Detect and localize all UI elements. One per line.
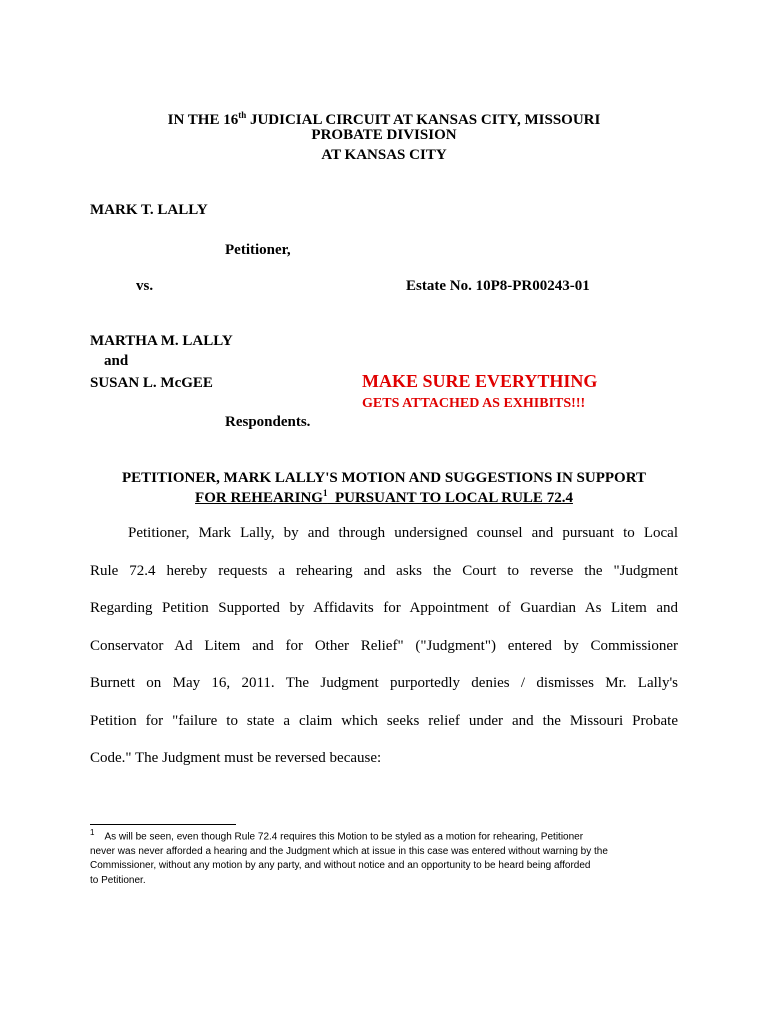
- exhibits-note-line-1: MAKE SURE EVERYTHING: [362, 371, 598, 391]
- respondents-role: Respondents.: [225, 414, 311, 430]
- division-heading: PROBATE DIVISION: [311, 127, 457, 143]
- motion-title-part-b: PURSUANT TO LOCAL RULE 72.4: [327, 490, 573, 506]
- footnote: [90, 826, 680, 888]
- motion-title-line-2: [0, 489, 768, 508]
- body-line: Regarding Petition Supported by Affidavits for Appointment of Guardian As Litem and: [90, 600, 678, 616]
- footnote-line: Commissioner, without any motion by any party, and without notice and an opportunity to be heard being afforded: [90, 860, 591, 872]
- court-heading-text-2: JUDICIAL CIRCUIT AT KANSAS CITY, MISSOURI: [246, 112, 601, 128]
- body-line: Rule 72.4 hereby requests a rehearing and asks the Court to reverse the "Judgment: [90, 562, 678, 579]
- footnote-line: [90, 826, 680, 845]
- location-heading: AT KANSAS CITY: [321, 147, 447, 163]
- court-heading-text: IN THE 16: [167, 112, 239, 128]
- body-line: Burnett on May 16, 2011. The Judgment purportedly denies / dismisses Mr. Lally's: [90, 675, 678, 691]
- respondent-1-name: MARTHA M. LALLY: [90, 333, 233, 349]
- and-label: and: [104, 353, 129, 369]
- body-line: Code." The Judgment must be reversed because:: [90, 750, 382, 766]
- footnote-text: As will be seen, even though Rule 72.4 requires this Motion to be styled as a motion for rehearing, Petitioner: [104, 831, 584, 843]
- motion-title-part-a: FOR REHEARING: [195, 490, 323, 506]
- body-line: Conservator Ad Litem and for Other Relief" ("Judgment") entered by Commissioner: [90, 637, 678, 654]
- motion-title-line-1: PETITIONER, MARK LALLY'S MOTION AND SUGGESTIONS IN SUPPORT: [121, 470, 647, 486]
- body-line: Petitioner, Mark Lally, by and through undersigned counsel and pursuant to Local: [128, 525, 678, 541]
- versus-label: vs.: [136, 278, 154, 294]
- petitioner-name: MARK T. LALLY: [90, 202, 208, 218]
- court-heading-sup: th: [238, 110, 247, 120]
- footnote-line: to Petitioner.: [90, 874, 146, 886]
- body-paragraph: [90, 515, 678, 778]
- petitioner-role: Petitioner,: [225, 242, 291, 258]
- estate-number: Estate No. 10P8-PR00243-01: [406, 278, 590, 294]
- respondent-2-name: SUSAN L. McGEE: [90, 375, 213, 391]
- footnote-separator: [90, 824, 236, 825]
- exhibits-note-line-2: GETS ATTACHED AS EXHIBITS!!!: [362, 396, 586, 411]
- body-line: Petition for "failure to state a claim which seeks relief under and the Missouri Probate: [90, 712, 678, 729]
- footnote-line: never was never afforded a hearing and the Judgment which at issue in this case was entered without warning by the: [90, 845, 608, 857]
- footnote-reference: 1: [322, 488, 328, 498]
- footnote-mark: 1: [90, 828, 95, 837]
